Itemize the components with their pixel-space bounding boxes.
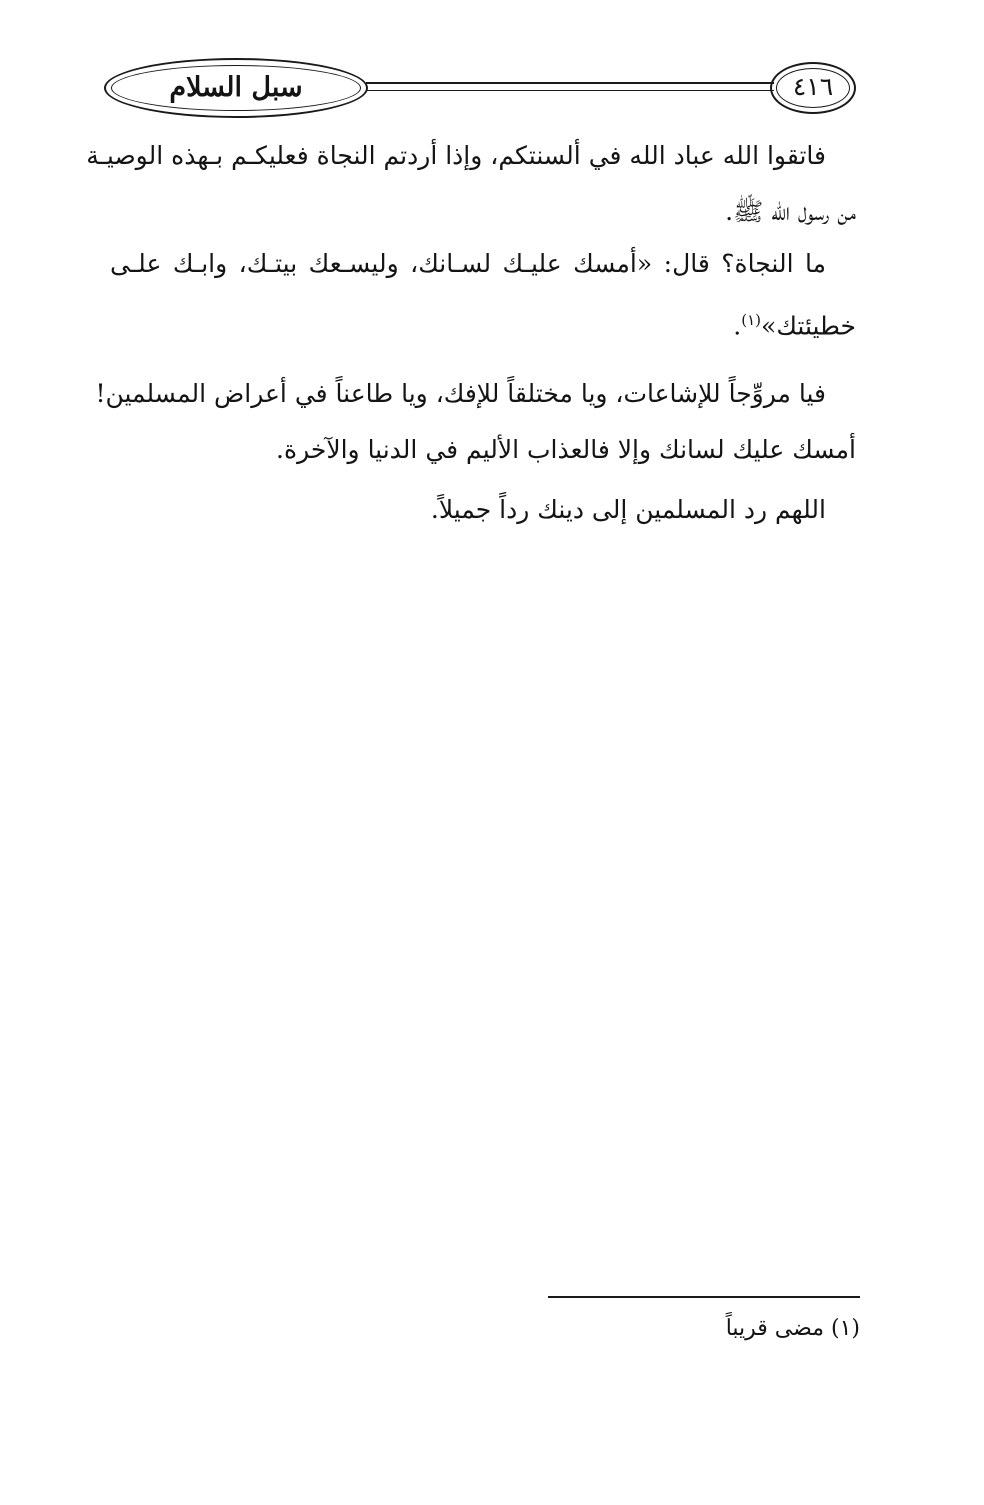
text-line: [110, 292, 856, 348]
paragraph-1: [86, 128, 856, 240]
paragraph-2: [110, 236, 856, 348]
book-title: سبل السلام: [169, 72, 303, 103]
footnote: (١) مضى قريباً: [725, 1316, 860, 1341]
quote-end: خطيئتك»: [761, 311, 856, 341]
page-number: ٤١٦: [792, 72, 834, 101]
paragraph-4: [110, 482, 856, 538]
sentence-end: .: [733, 311, 742, 341]
text-line: فاتقوا الله عباد الله في ألسنتكم، وإذا أردتم النجاة فعليكـم بـهذه الوصيـة: [86, 141, 826, 170]
header-rule-thin: [366, 90, 774, 91]
book-title-frame: [104, 58, 368, 118]
footnote-separator: [548, 1296, 860, 1298]
text-line: من رسول الله ﷺ.: [725, 197, 856, 226]
text-line: فيا مروِّجاً للإشاعات، ويا مختلقاً للإفك، ويا طاعناً في أعراض المسلمين!: [95, 379, 826, 408]
text-line: ما النجاة؟ قال: «أمسك عليـك لسـانك، وليسـعك بيتـك، وابـك علـى: [110, 249, 826, 278]
page-header: [104, 54, 856, 122]
footnote-reference: (١): [741, 311, 762, 329]
header-rule: [366, 80, 774, 94]
page-number-frame: [770, 62, 856, 114]
paragraph-3: [95, 366, 856, 478]
header-rule-thick: [366, 82, 774, 84]
text-line: أمسك عليك لسانك وإلا فالعذاب الأليم في الدنيا والآخرة.: [276, 435, 856, 464]
text-line: اللهم رد المسلمين إلى دينك رداً جميلاً.: [430, 495, 826, 524]
